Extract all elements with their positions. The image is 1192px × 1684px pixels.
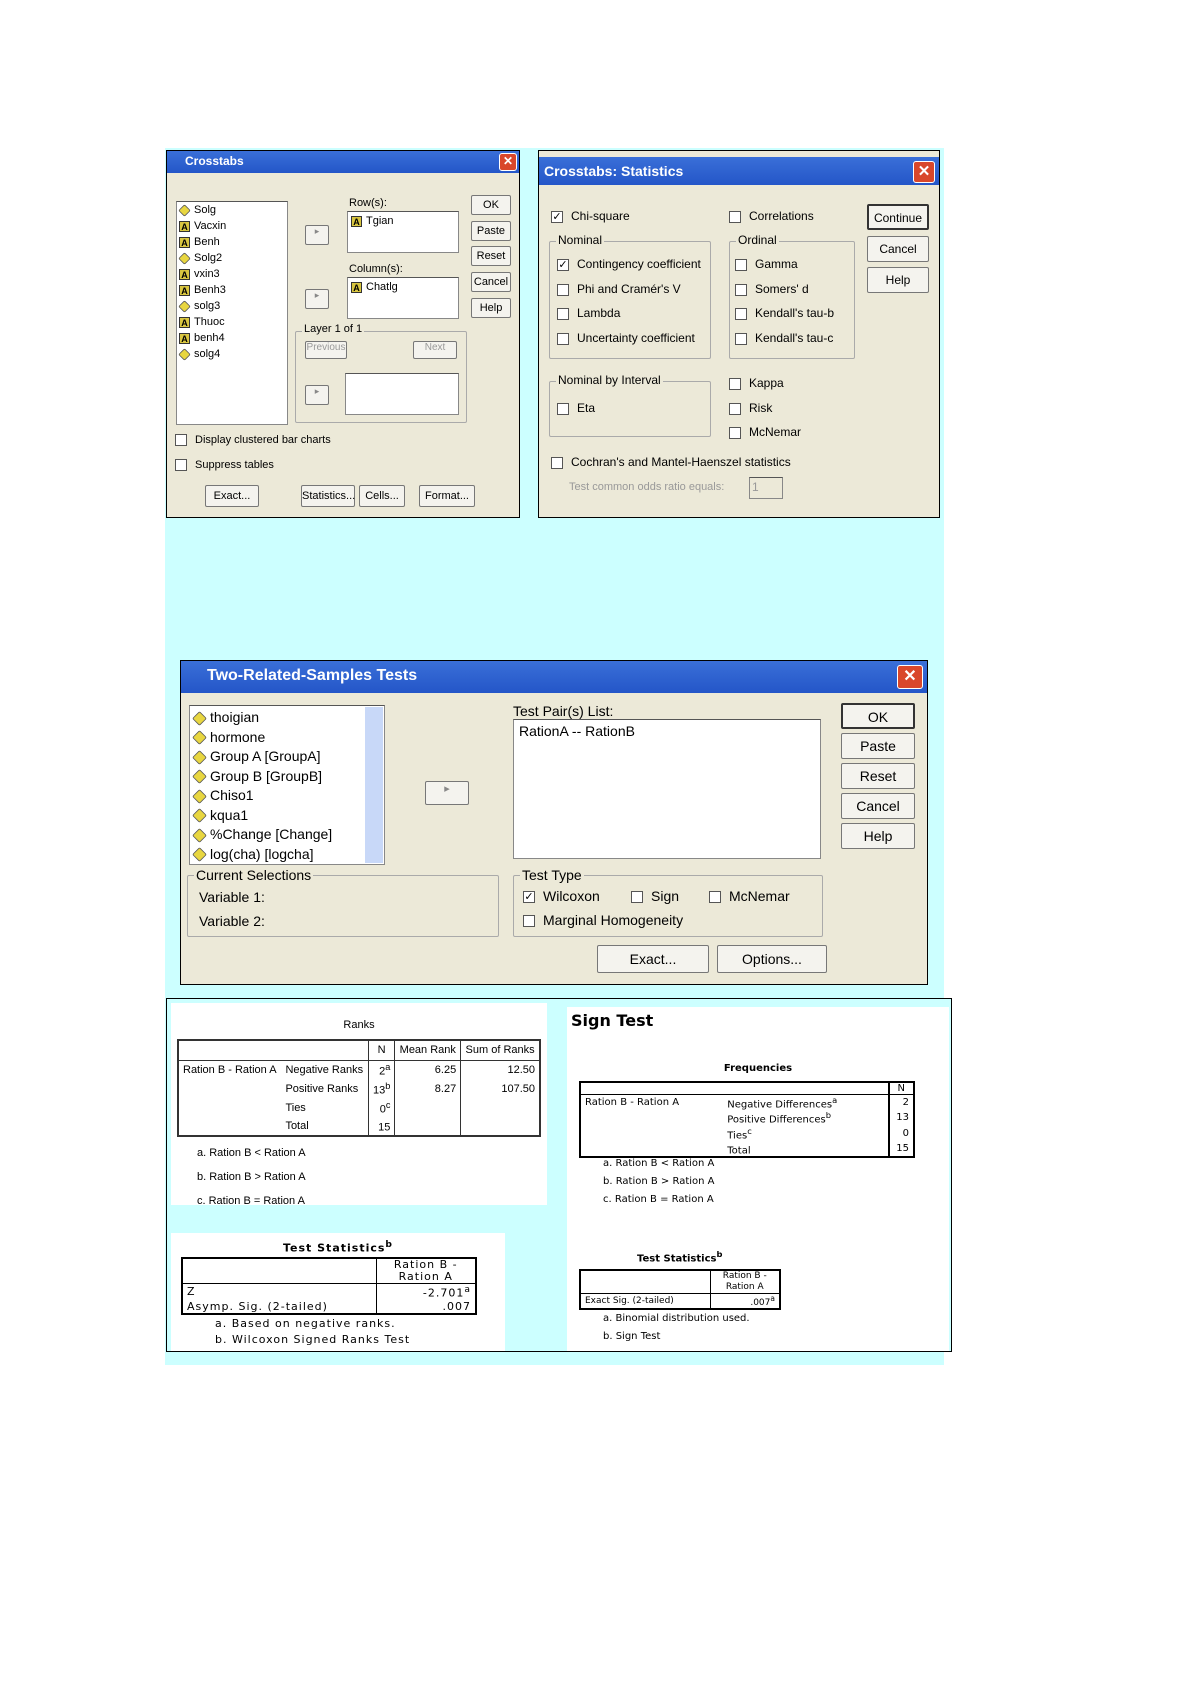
footnote-marker: c [747,1125,752,1136]
variable-item[interactable] [193,807,381,827]
kendall-tau-c-checkbox[interactable] [735,331,833,345]
variable-item[interactable] [179,300,285,316]
table-row [580,1110,914,1125]
sum-of-ranks [461,1098,540,1117]
frequencies-table [579,1081,915,1158]
table-row [178,1079,540,1098]
footnote-marker: b [385,1080,391,1091]
title-bar [181,661,927,693]
scrollbar[interactable] [365,707,383,863]
row-label: Negative Differences [727,1099,833,1111]
scale-variable-icon [178,204,190,216]
variable-item[interactable] [179,236,285,252]
nominal-icon: A [351,216,362,227]
help-button[interactable]: Help [841,823,915,849]
footnote-marker: c [385,1099,391,1110]
ranks-table [177,1039,541,1137]
row-label: Z [182,1284,376,1300]
risk-checkbox[interactable] [729,401,772,415]
exact-button[interactable]: Exact... [597,945,709,973]
checkbox-label: McNemar [729,888,790,904]
variable-item[interactable] [179,348,285,364]
reset-button[interactable]: Reset [471,246,511,266]
correlations-checkbox[interactable] [729,209,814,223]
checkbox-label: Eta [577,401,596,415]
scale-variable-icon [178,348,190,360]
group-label: Test Type [522,867,582,883]
col-header: N [368,1040,395,1060]
format-button[interactable]: Format... [419,485,475,507]
variable-name: hormone [210,728,266,745]
variable-list[interactable] [176,201,288,425]
group-label: Ordinal [738,233,777,247]
sum-of-ranks: 12.50 [507,1063,535,1076]
title-bar [539,157,939,185]
nominal-variable-icon: A [179,269,190,280]
columns-list[interactable] [347,277,459,319]
scale-variable-icon [178,252,190,264]
cancel-button[interactable]: Cancel [471,272,511,292]
n-value: 2 [379,1065,386,1078]
footnote-marker: a [385,1061,391,1072]
mcnemar-checkbox[interactable] [709,888,790,904]
previous-button[interactable]: Previous [305,341,347,359]
phi-cramer-checkbox[interactable] [557,282,681,296]
row-label: Exact Sig. (2-tailed) [580,1294,710,1310]
eta-checkbox[interactable] [557,401,595,415]
footnote: a. Based on negative ranks. [215,1317,396,1330]
checkbox-label: Wilcoxon [543,888,600,904]
ok-button[interactable]: OK [841,703,915,729]
checkbox-label: Kendall's tau-c [755,331,834,345]
variable-2-label: Variable 2: [199,913,265,929]
nominal-variable-icon: A [179,237,190,248]
dialog-title: Crosstabs [185,154,244,168]
z-value: -2.701 [422,1286,465,1300]
ok-button[interactable]: OK [471,195,511,215]
statistics-button[interactable]: Statistics... [301,485,355,507]
checkbox-label: Contingency coefficient [577,257,701,271]
odds-ratio-input[interactable]: 1 [749,477,783,499]
footnote: b. Wilcoxon Signed Ranks Test [215,1333,411,1346]
variable-item[interactable] [193,826,381,846]
table-row [178,1060,540,1079]
table-row [580,1095,914,1111]
uncertainty-checkbox[interactable] [557,331,695,345]
checkbox-label: Cochran's and Mantel-Haenszel statistics [571,455,791,469]
variable-item[interactable] [179,316,285,332]
test-statistics-title: Test Statistics [283,1241,386,1255]
variable-name: solg4 [194,348,221,360]
contingency-checkbox[interactable]: ✓ Contingency coefficient [558,257,701,271]
footnote-marker: a [464,1284,471,1295]
help-button[interactable]: Help [867,267,929,293]
scale-variable-icon [192,730,207,745]
checkbox-label: Phi and Cramér's V [577,282,681,296]
group-label [580,1110,723,1125]
mean-rank [395,1117,461,1136]
group-label [178,1079,281,1098]
scale-variable-icon [192,847,207,862]
scale-variable-icon [192,711,207,726]
row-label: Positive Differences [727,1114,826,1126]
variable-name: Thuoc [194,316,225,328]
n-value: 2 [902,1097,909,1109]
checkbox-label: Suppress tables [195,459,274,471]
chi-square-checkbox[interactable]: ✓ Chi-square [552,209,630,223]
dialog-title: Two-Related-Samples Tests [207,667,418,684]
row-label: Total [281,1117,368,1136]
footnote: a. Ration B < Ration A [603,1158,715,1169]
kendall-tau-b-checkbox[interactable] [735,306,834,320]
n-value: 0 [379,1103,386,1116]
nominal-variable-icon: A [179,221,190,232]
variable-item[interactable] [179,252,285,268]
table-row [178,1098,540,1117]
sign-test-statistics-table [579,1269,781,1310]
move-to-columns-button[interactable]: ▸ [305,289,329,309]
close-button[interactable]: ✕ [897,665,923,689]
checkbox-label: Chi-square [571,209,630,223]
cancel-button[interactable]: Cancel [867,236,929,262]
variable-item[interactable] [193,768,381,788]
footnote-marker: b [385,1239,393,1250]
checkbox-label: McNemar [749,425,802,439]
variable-name: Solg [194,204,217,216]
col-header: Sum of Ranks [465,1044,535,1057]
columns-value: Chatlg [366,281,398,293]
kappa-checkbox[interactable] [729,376,784,390]
variable-name: kqua1 [210,806,249,823]
rows-list[interactable] [347,211,459,253]
group-label: Current Selections [196,867,312,883]
odds-ratio-label: Test common odds ratio equals: [569,481,725,493]
variable-item[interactable] [193,709,381,729]
nominal-icon: A [351,282,362,293]
row-label: Positive Ranks [281,1079,368,1098]
scale-variable-icon [192,789,207,804]
cells-button[interactable]: Cells... [359,485,405,507]
options-button[interactable]: Options... [717,945,827,973]
col-header: Ration B - Ration A [393,1258,458,1283]
group-label: Ration B - Ration A [183,1063,277,1076]
row-label: Total [727,1145,751,1157]
cochran-checkbox[interactable] [551,455,791,469]
move-to-layer-button[interactable]: ▸ [305,385,329,405]
lambda-checkbox[interactable] [557,306,620,320]
layer-list[interactable] [345,373,459,415]
variable-item[interactable] [193,748,381,768]
reset-button[interactable]: Reset [841,763,915,789]
col-header: N [897,1083,906,1094]
row-label: Negative Ranks [281,1060,368,1079]
group-label [178,1117,281,1136]
checkbox-label: Lambda [577,306,621,320]
move-pair-button[interactable]: ▸ [425,781,469,805]
col-header: Mean Rank [395,1040,461,1060]
variable-name: Solg2 [194,252,223,264]
checkbox-label: Kappa [749,376,784,390]
test-pairs-list[interactable] [513,719,821,859]
variable-name: %Change [Change] [210,826,333,842]
mean-rank [395,1098,461,1117]
sig-value: .007 [442,1299,471,1313]
variable-name: Benh3 [194,284,226,296]
checkbox-label: Risk [749,401,773,415]
wilcoxon-checkbox[interactable]: ✓ Wilcoxon [524,888,600,904]
group-label: Ration B - Ration A [585,1097,680,1109]
col-header: Ration B - Ration A [722,1271,767,1292]
exact-button[interactable]: Exact... [205,485,259,507]
footnote: a. Binomial distribution used. [603,1313,750,1324]
footnote-marker: b [825,1110,832,1121]
move-to-rows-button[interactable]: ▸ [305,225,329,245]
row-label: Ties [281,1098,368,1117]
variable-name: vxin3 [194,268,220,280]
columns-label: Column(s): [349,263,403,275]
paste-button[interactable]: Paste [471,221,511,241]
sum-of-ranks: 107.50 [501,1082,535,1095]
variable-item[interactable] [179,284,285,300]
wilcoxon-test-statistics-panel [171,1233,505,1351]
sign-checkbox[interactable] [631,888,679,904]
variable-name: Benh [194,236,220,248]
table-row [580,1126,914,1141]
two-related-samples-dialog [180,660,928,985]
variable-name: Group B [GroupB] [210,767,323,784]
scale-variable-icon [178,300,190,312]
close-button[interactable]: ✕ [913,161,935,183]
variable-item[interactable] [179,332,285,348]
crosstabs-statistics-dialog [538,150,940,518]
continue-button[interactable]: Continue [867,204,929,230]
variable-name: benh4 [194,332,225,344]
nominal-variable-icon: A [179,317,190,328]
next-button[interactable]: Next [413,341,457,359]
footnote: b. Ration B > Ration A [197,1171,306,1183]
rows-value: Tgian [366,215,394,227]
variable-list[interactable] [189,705,385,865]
footnote: b. Sign Test [603,1331,661,1342]
scale-variable-icon [192,828,207,843]
mean-rank: 6.25 [395,1060,461,1079]
sign-test-panel [567,1007,949,1351]
footnote: a. Ration B < Ration A [197,1147,306,1159]
close-button[interactable]: ✕ [499,153,517,171]
checkbox-label: Display clustered bar charts [195,434,331,446]
variable-item[interactable] [179,204,285,220]
ranks-panel [171,1003,547,1205]
sum-of-ranks [461,1117,540,1136]
pair-item[interactable]: RationA -- RationB [519,723,635,739]
variable-item[interactable] [179,220,285,236]
n-value: 15 [378,1121,391,1134]
footnote: c. Ration B = Ration A [197,1195,305,1207]
output-panel [166,998,952,1352]
variable-name: thoigian [210,709,260,725]
checkbox-label: Somers' d [755,282,809,296]
variable-name: log(cha) [logcha] [210,845,314,862]
help-button[interactable]: Help [471,298,511,318]
group-label [178,1098,281,1117]
n-value: 0 [902,1127,909,1139]
layer-label: Layer 1 of 1 [304,323,363,335]
variable-item[interactable] [193,729,381,749]
checkbox-label: Marginal Homogeneity [543,912,684,928]
marginal-homogeneity-checkbox[interactable] [523,912,683,928]
scale-variable-icon [192,769,207,784]
rows-label: Row(s): [349,197,387,209]
ranks-title: Ranks [343,1019,375,1031]
crosstabs-dialog [166,150,520,518]
footnote-marker: a [770,1294,775,1303]
footnote: c. Ration B = Ration A [603,1194,714,1205]
exact-sig-value: .007 [750,1298,771,1308]
variable-name: solg3 [194,300,221,312]
row-label: Asymp. Sig. (2-tailed) [182,1300,376,1314]
nominal-variable-icon: A [179,333,190,344]
cancel-button[interactable]: Cancel [841,793,915,819]
variable-item[interactable] [193,846,381,866]
mean-rank: 8.27 [395,1079,461,1098]
checkbox-label: Kendall's tau-b [755,306,835,320]
n-value: 15 [896,1143,909,1155]
somers-d-checkbox[interactable] [735,282,809,296]
footnote: b. Ration B > Ration A [603,1176,715,1187]
row-label: Ties [727,1129,748,1141]
table-row [178,1117,540,1136]
checkbox-label: Correlations [749,209,814,223]
title-bar [167,151,519,173]
group-label: Nominal by Interval [558,373,661,387]
variable-name: Group A [GroupA] [210,748,321,764]
variable-item[interactable] [193,787,381,807]
wilcoxon-test-statistics-table [181,1257,477,1315]
variable-name: Chiso1 [210,787,254,803]
checkbox-label: Gamma [755,257,798,271]
n-value: 13 [373,1084,386,1097]
sign-test-heading: Sign Test [571,1011,654,1030]
mcnemar-checkbox[interactable] [729,425,801,439]
paste-button[interactable]: Paste [841,733,915,759]
suppress-tables-checkbox[interactable] [175,459,274,471]
dialog-title: Crosstabs: Statistics [544,163,684,179]
gamma-checkbox[interactable] [735,257,798,271]
footnote-marker: b [716,1249,723,1259]
checkbox-label: Uncertainty coefficient [577,331,695,345]
footnote-marker: a [832,1095,838,1105]
variable-1-label: Variable 1: [199,889,265,905]
scale-variable-icon [192,750,207,765]
checkbox-label: Sign [651,888,680,904]
variable-name: Vacxin [194,220,227,232]
group-label [580,1126,723,1141]
test-statistics-title: Test Statistics [637,1253,717,1265]
n-value: 13 [896,1112,909,1124]
pairs-label: Test Pair(s) List: [513,703,614,719]
nominal-variable-icon: A [179,285,190,296]
variable-item[interactable] [179,268,285,284]
clustered-bar-checkbox[interactable] [175,434,331,446]
group-label: Nominal [558,233,603,247]
scale-variable-icon [192,808,207,823]
frequencies-title: Frequencies [723,1063,793,1074]
